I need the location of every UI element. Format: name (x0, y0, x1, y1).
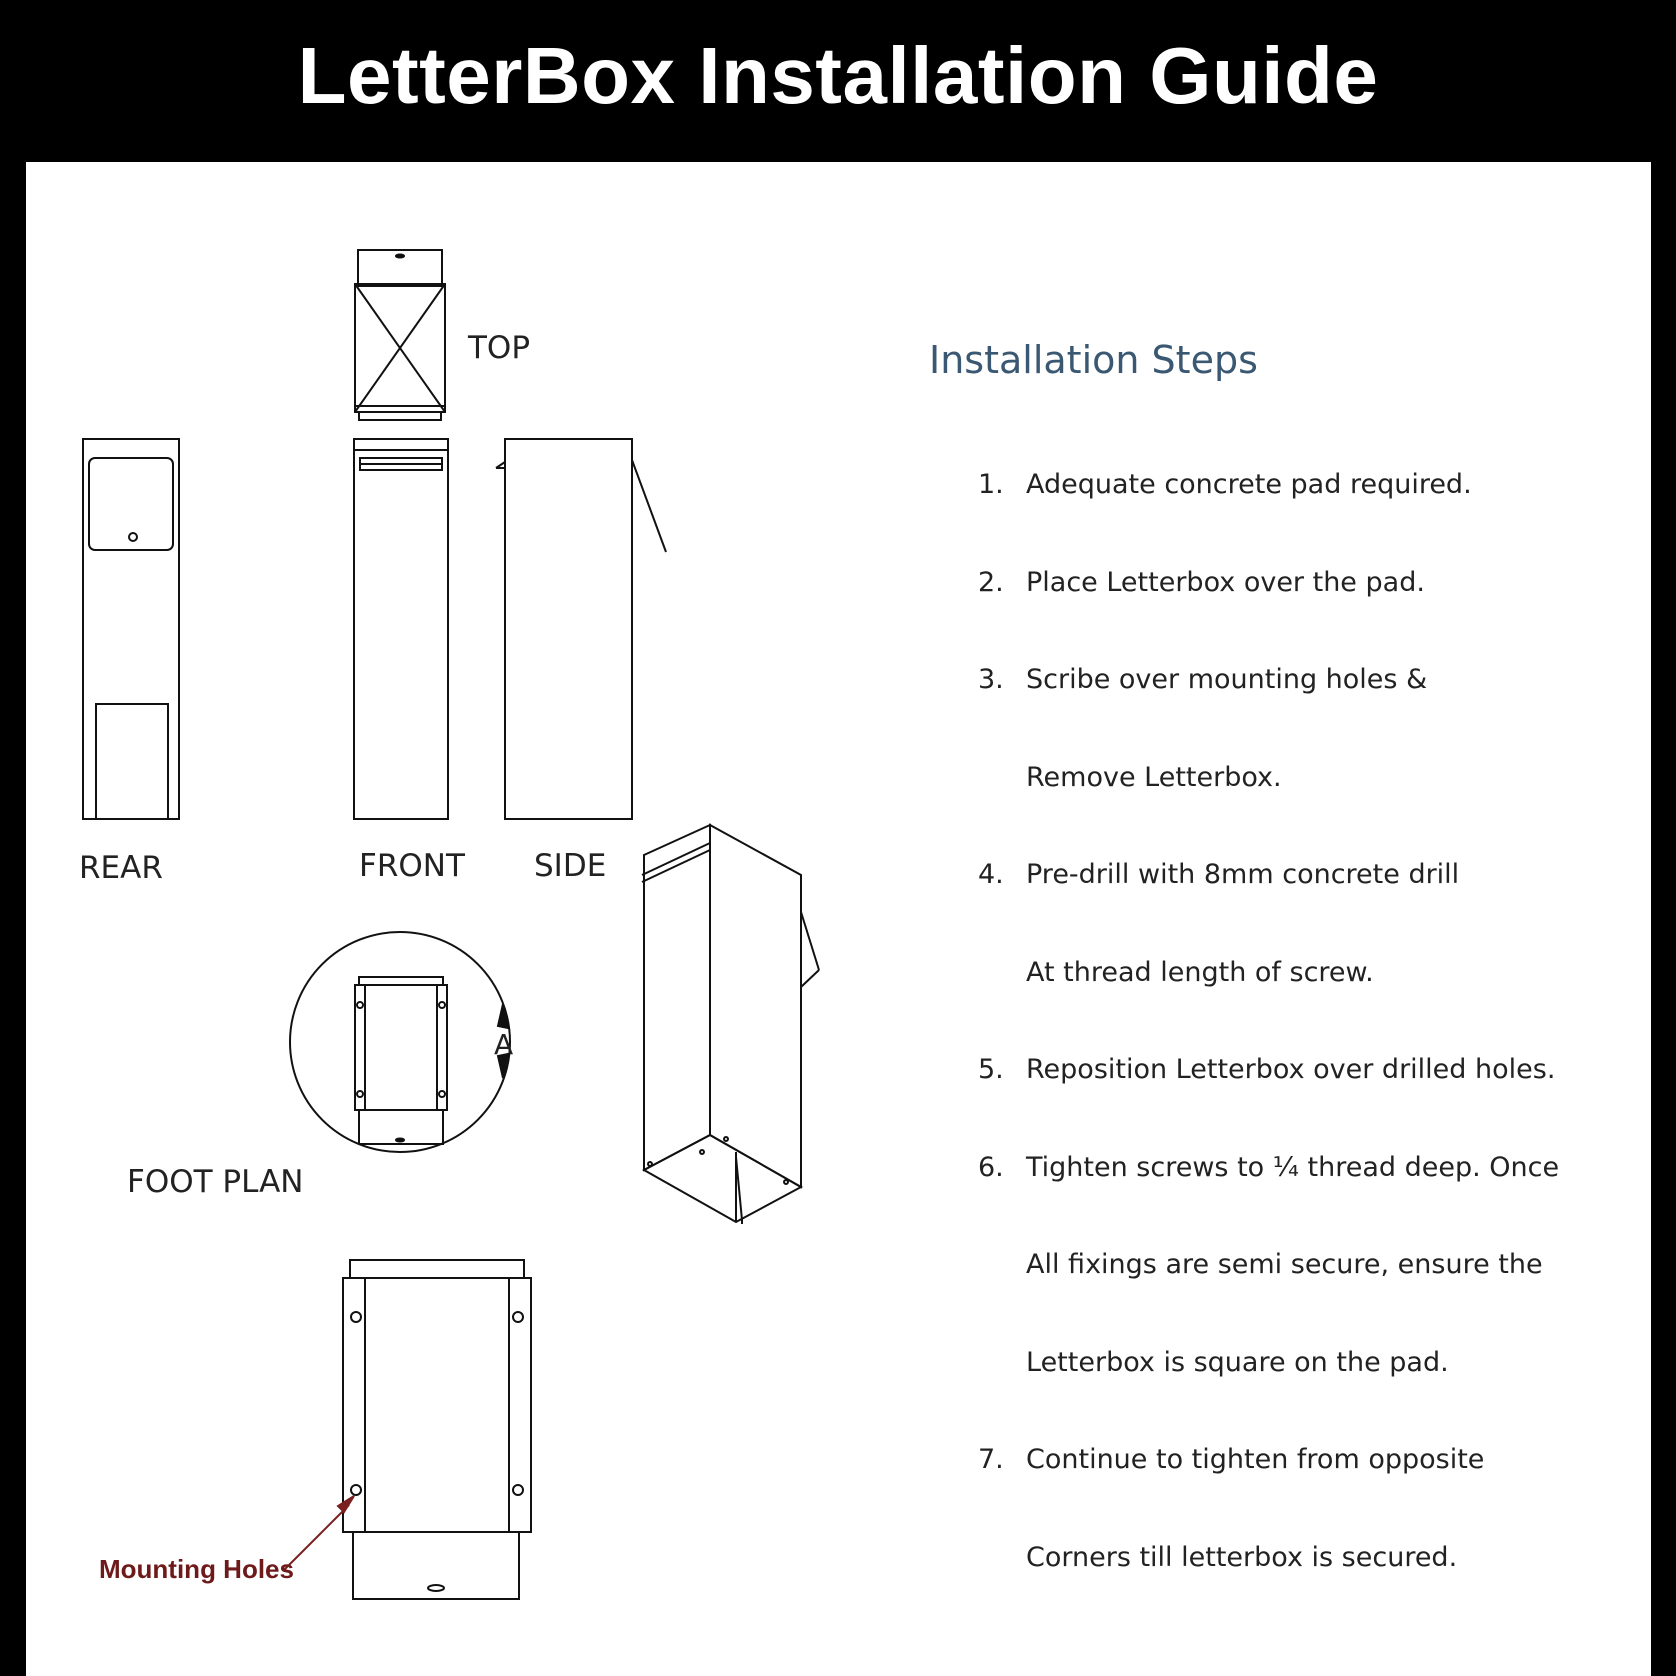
front-view (354, 439, 448, 819)
step-text: All fixings are semi secure, ensure the (1026, 1249, 1543, 1280)
step-text: Remove Letterbox. (1026, 761, 1282, 793)
step-text: Tighten screws to ¼ thread deep. Once (1026, 1151, 1560, 1183)
step-number: 5. (978, 1054, 1004, 1085)
top-view (355, 250, 445, 420)
steps-heading: Installation Steps (929, 338, 1258, 382)
isometric-view (642, 825, 819, 1224)
step-number: 2. (978, 566, 1004, 598)
header-bar (0, 0, 1676, 162)
label-side: SIDE (534, 848, 607, 884)
label-foot-plan: FOOT PLAN (127, 1164, 304, 1200)
mounting-holes-label: Mounting Holes (99, 1554, 294, 1584)
side-view (496, 439, 666, 819)
step-number: 4. (978, 859, 1004, 890)
step-text: Letterbox is square on the pad. (1026, 1346, 1449, 1378)
large-foot-plan (343, 1260, 531, 1599)
step-text: Place Letterbox over the pad. (1026, 566, 1425, 598)
step-number: 7. (978, 1444, 1004, 1475)
step-number: 3. (978, 664, 1004, 695)
step-text: Continue to tighten from opposite (1026, 1444, 1485, 1475)
step-number: 1. (978, 469, 1004, 500)
label-rear: REAR (79, 850, 163, 886)
page-title: LetterBox Installation Guide (297, 31, 1379, 120)
label-top: TOP (468, 330, 531, 366)
content-panel (26, 162, 1651, 1676)
step-text: Corners till letterbox is secured. (1026, 1541, 1458, 1573)
detail-marker-a: A (494, 1028, 514, 1061)
foot-plan-detail (290, 932, 510, 1152)
step-text: Reposition Letterbox over drilled holes. (1026, 1054, 1556, 1085)
step-text: Adequate concrete pad required. (1026, 469, 1472, 500)
step-number: 6. (978, 1151, 1004, 1183)
step-text: Scribe over mounting holes & (1026, 664, 1428, 695)
label-front: FRONT (359, 848, 465, 884)
rear-view (83, 439, 179, 819)
step-text: At thread length of screw. (1026, 956, 1374, 988)
step-text: Pre-drill with 8mm concrete drill (1026, 859, 1460, 890)
